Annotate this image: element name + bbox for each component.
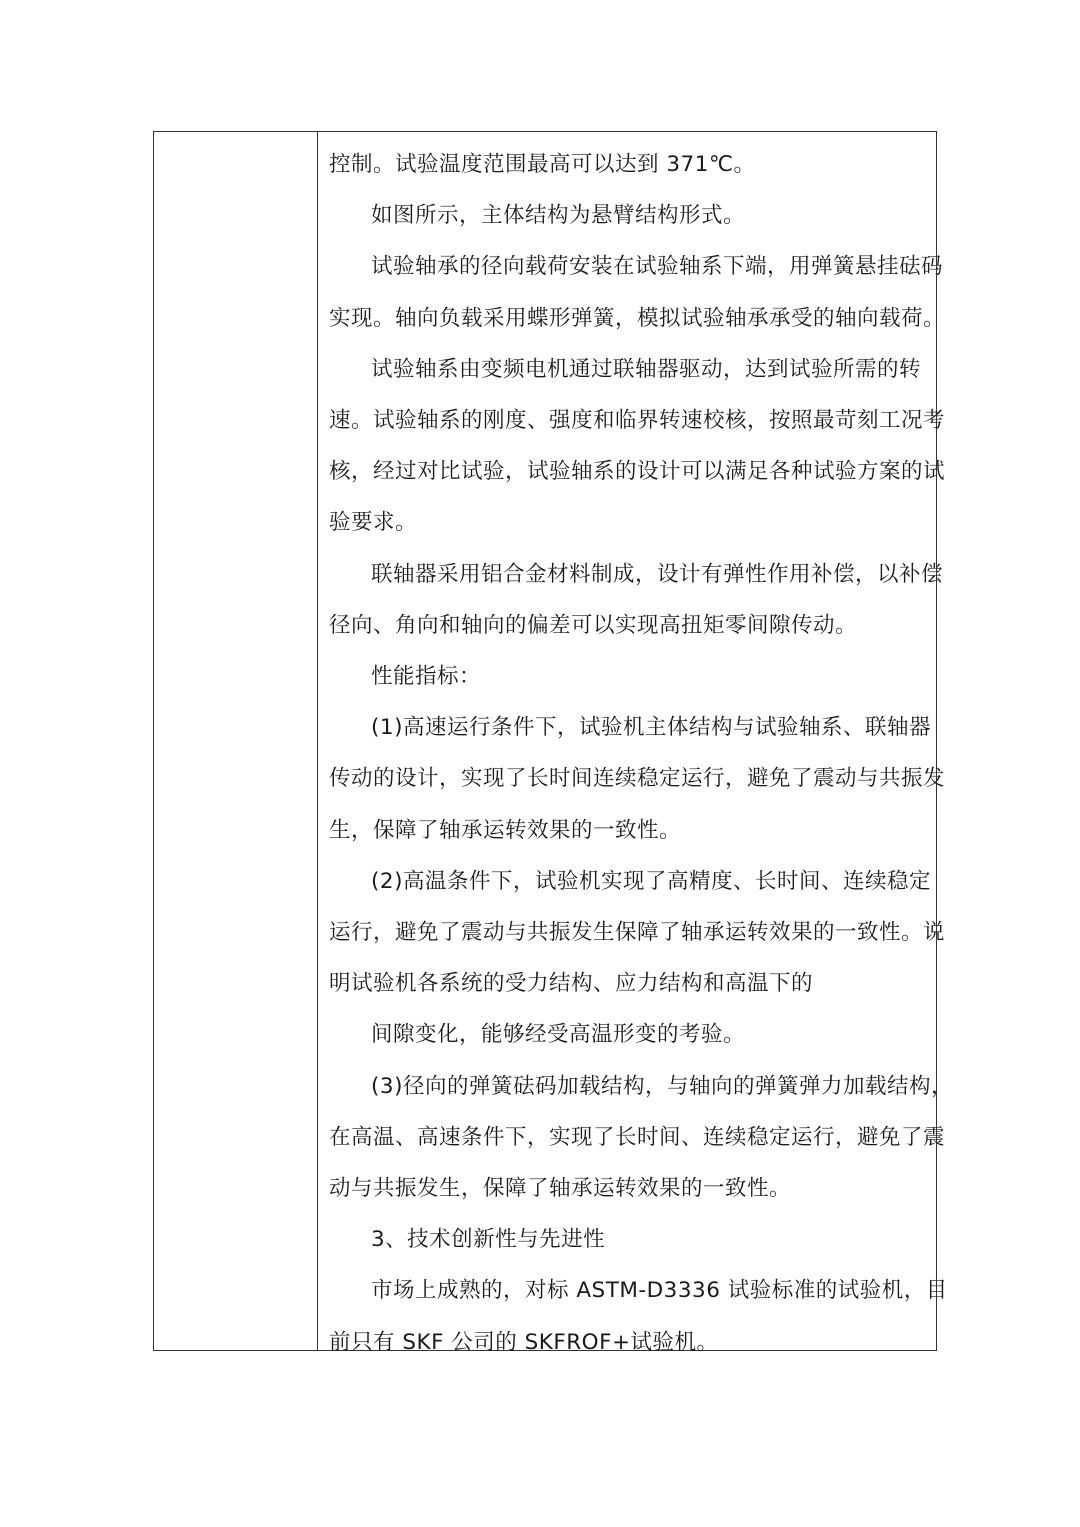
text-line: 明试验机各系统的受力结构、应力结构和高温下的 (329, 971, 814, 997)
text-line: 在高温、高速条件下，实现了长时间、连续稳定运行，避免了震 (329, 1124, 946, 1150)
text-line: 性能指标： (371, 664, 482, 689)
text-line: 生，保障了轴承运转效果的一致性。 (329, 817, 682, 843)
text-line: 动与共振发生，保障了轴承运转效果的一致性。 (329, 1176, 792, 1201)
text-line: 3、技术创新性与先进性 (371, 1227, 606, 1253)
text-line: 联轴器采用铝合金材料制成，设计有弹性作用补偿，以补偿 (371, 561, 944, 587)
table-text-cell (318, 132, 953, 1355)
text-line: 速。试验轴系的刚度、强度和临界转速校核，按照最苛刻工况考 (329, 408, 946, 433)
text-line: (2)高温条件下，试验机实现了高精度、长时间、连续稳定 (371, 868, 931, 894)
text-line: 前只有 SKF 公司的 SKFROF+试验机。 (329, 1329, 719, 1355)
text-line: 如图所示，主体结构为悬臂结构形式。 (371, 203, 746, 229)
text-line: 试验轴系由变频电机通过联轴器驱动，达到试验所需的转 (371, 356, 922, 382)
text-line: 运行，避免了震动与共振发生保障了轴承运转效果的一致性。说 (329, 920, 946, 945)
text-line: (3)径向的弹簧砝码加载结构，与轴向的弹簧弹力加载结构， (371, 1073, 953, 1099)
text-line: 间隙变化，能够经受高温形变的考验。 (371, 1022, 746, 1048)
text-line: (1)高速运行条件下，试验机主体结构与试验轴系、联轴器 (371, 715, 931, 741)
text-line: 传动的设计，实现了长时间连续稳定运行，避免了震动与共振发 (329, 766, 946, 792)
text-line: 实现。轴向负载采用蝶形弹簧，模拟试验轴承承受的轴向载荷。 (329, 305, 946, 331)
content-table (153, 131, 953, 1355)
text-line: 控制。试验温度范围最高可以达到 371℃。 (329, 152, 756, 177)
text-line: 核，经过对比试验，试验轴系的设计可以满足各种试验方案的试 (329, 459, 946, 485)
text-line: 径向、角向和轴向的偏差可以实现高扭矩零间隙传动。 (329, 612, 858, 638)
text-line: 验要求。 (329, 510, 418, 536)
table-left-column (154, 132, 318, 1350)
text-line: 市场上成熟的，对标 ASTM-D3336 试验标准的试验机，目 (371, 1278, 948, 1304)
text-line: 试验轴承的径向载荷安装在试验轴系下端，用弹簧悬挂砝码 (371, 254, 944, 280)
